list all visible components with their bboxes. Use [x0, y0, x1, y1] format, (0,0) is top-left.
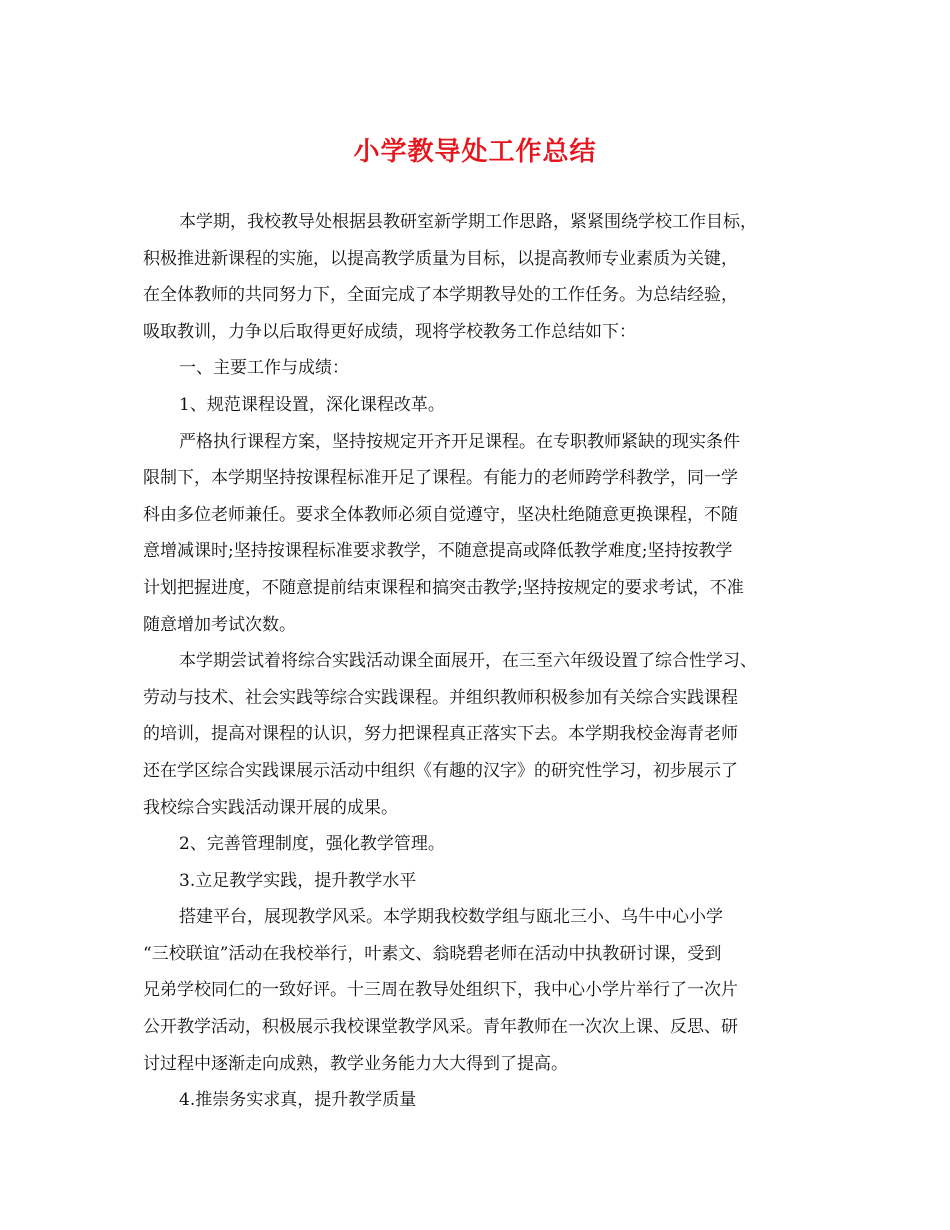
- text-line: 劳动与技术、社会实践等综合实践课程。并组织教师积极参加有关综合实践课程: [143, 687, 738, 708]
- subsection-heading: 1、规范课程设置，深化课程改革。: [179, 394, 445, 415]
- text-line: 我校综合实践活动课开展的成果。: [143, 797, 398, 818]
- text-line: 讨过程中逐渐走向成熟，教学业务能力大大得到了提高。: [143, 1053, 568, 1074]
- subsection-heading: 2、完善管理制度，强化教学管理。: [179, 834, 445, 855]
- text-line: 本学期尝试着将综合实践活动课全面展开，在三至六年级设置了综合性学习、: [179, 651, 757, 672]
- text-line: 科由多位老师兼任。要求全体教师必须自觉遵守，坚决杜绝随意更换课程，不随: [143, 504, 738, 525]
- text-line: 公开教学活动，积极展示我校课堂教学风采。青年教师在一次次上课、反思、研: [143, 1017, 738, 1038]
- subsection-heading: 4.推崇务实求真，提升教学质量: [179, 1090, 417, 1111]
- text-line: 随意增加考试次数。: [143, 614, 296, 635]
- section-heading: 一、主要工作与成绩：: [179, 358, 349, 379]
- text-line: 积极推进新课程的实施，以提高教学质量为目标，以提高教师专业素质为关键，: [143, 248, 738, 269]
- document-title: 小学教导处工作总结: [353, 137, 597, 167]
- text-line: 意增减课时;坚持按课程标准要求教学，不随意提高或降低教学难度;坚持按教学: [143, 541, 733, 562]
- text-line: 还在学区综合实践课展示活动中组织《有趣的汉字》的研究性学习，初步展示了: [143, 760, 738, 781]
- text-line: 计划把握进度，不随意提前结束课程和搞突击教学;坚持按规定的要求考试，不准: [143, 577, 744, 598]
- text-line: 限制下，本学期坚持按课程标准开足了课程。有能力的老师跨学科教学，同一学: [143, 468, 738, 489]
- text-line: 兄弟学校同仁的一致好评。十三周在教导处组织下，我中心小学片举行了一次片: [143, 980, 738, 1001]
- text-line: 在全体教师的共同努力下，全面完成了本学期教导处的工作任务。为总结经验，: [143, 285, 738, 306]
- text-line: “三校联谊”活动在我校举行，叶素文、翁晓碧老师在活动中执教研讨课，受到: [143, 943, 722, 964]
- text-line: 严格执行课程方案，坚持按规定开齐开足课程。在专职教师紧缺的现实条件: [179, 431, 740, 452]
- document-body: [143, 204, 809, 1119]
- text-line: 本学期，我校教导处根据县教研室新学期工作思路，紧紧围绕学校工作目标，: [179, 212, 757, 232]
- text-line: 搭建平台，展现教学风采。本学期我校数学组与瓯北三小、乌牛中心小学: [179, 907, 723, 928]
- text-line: 吸取教训，力争以后取得更好成绩，现将学校教务工作总结如下：: [143, 321, 636, 342]
- text-line: 的培训，提高对课程的认识，努力把课程真正落实下去。本学期我校金海青老师: [143, 724, 738, 745]
- subsection-heading: 3.立足教学实践，提升教学水平: [179, 870, 417, 891]
